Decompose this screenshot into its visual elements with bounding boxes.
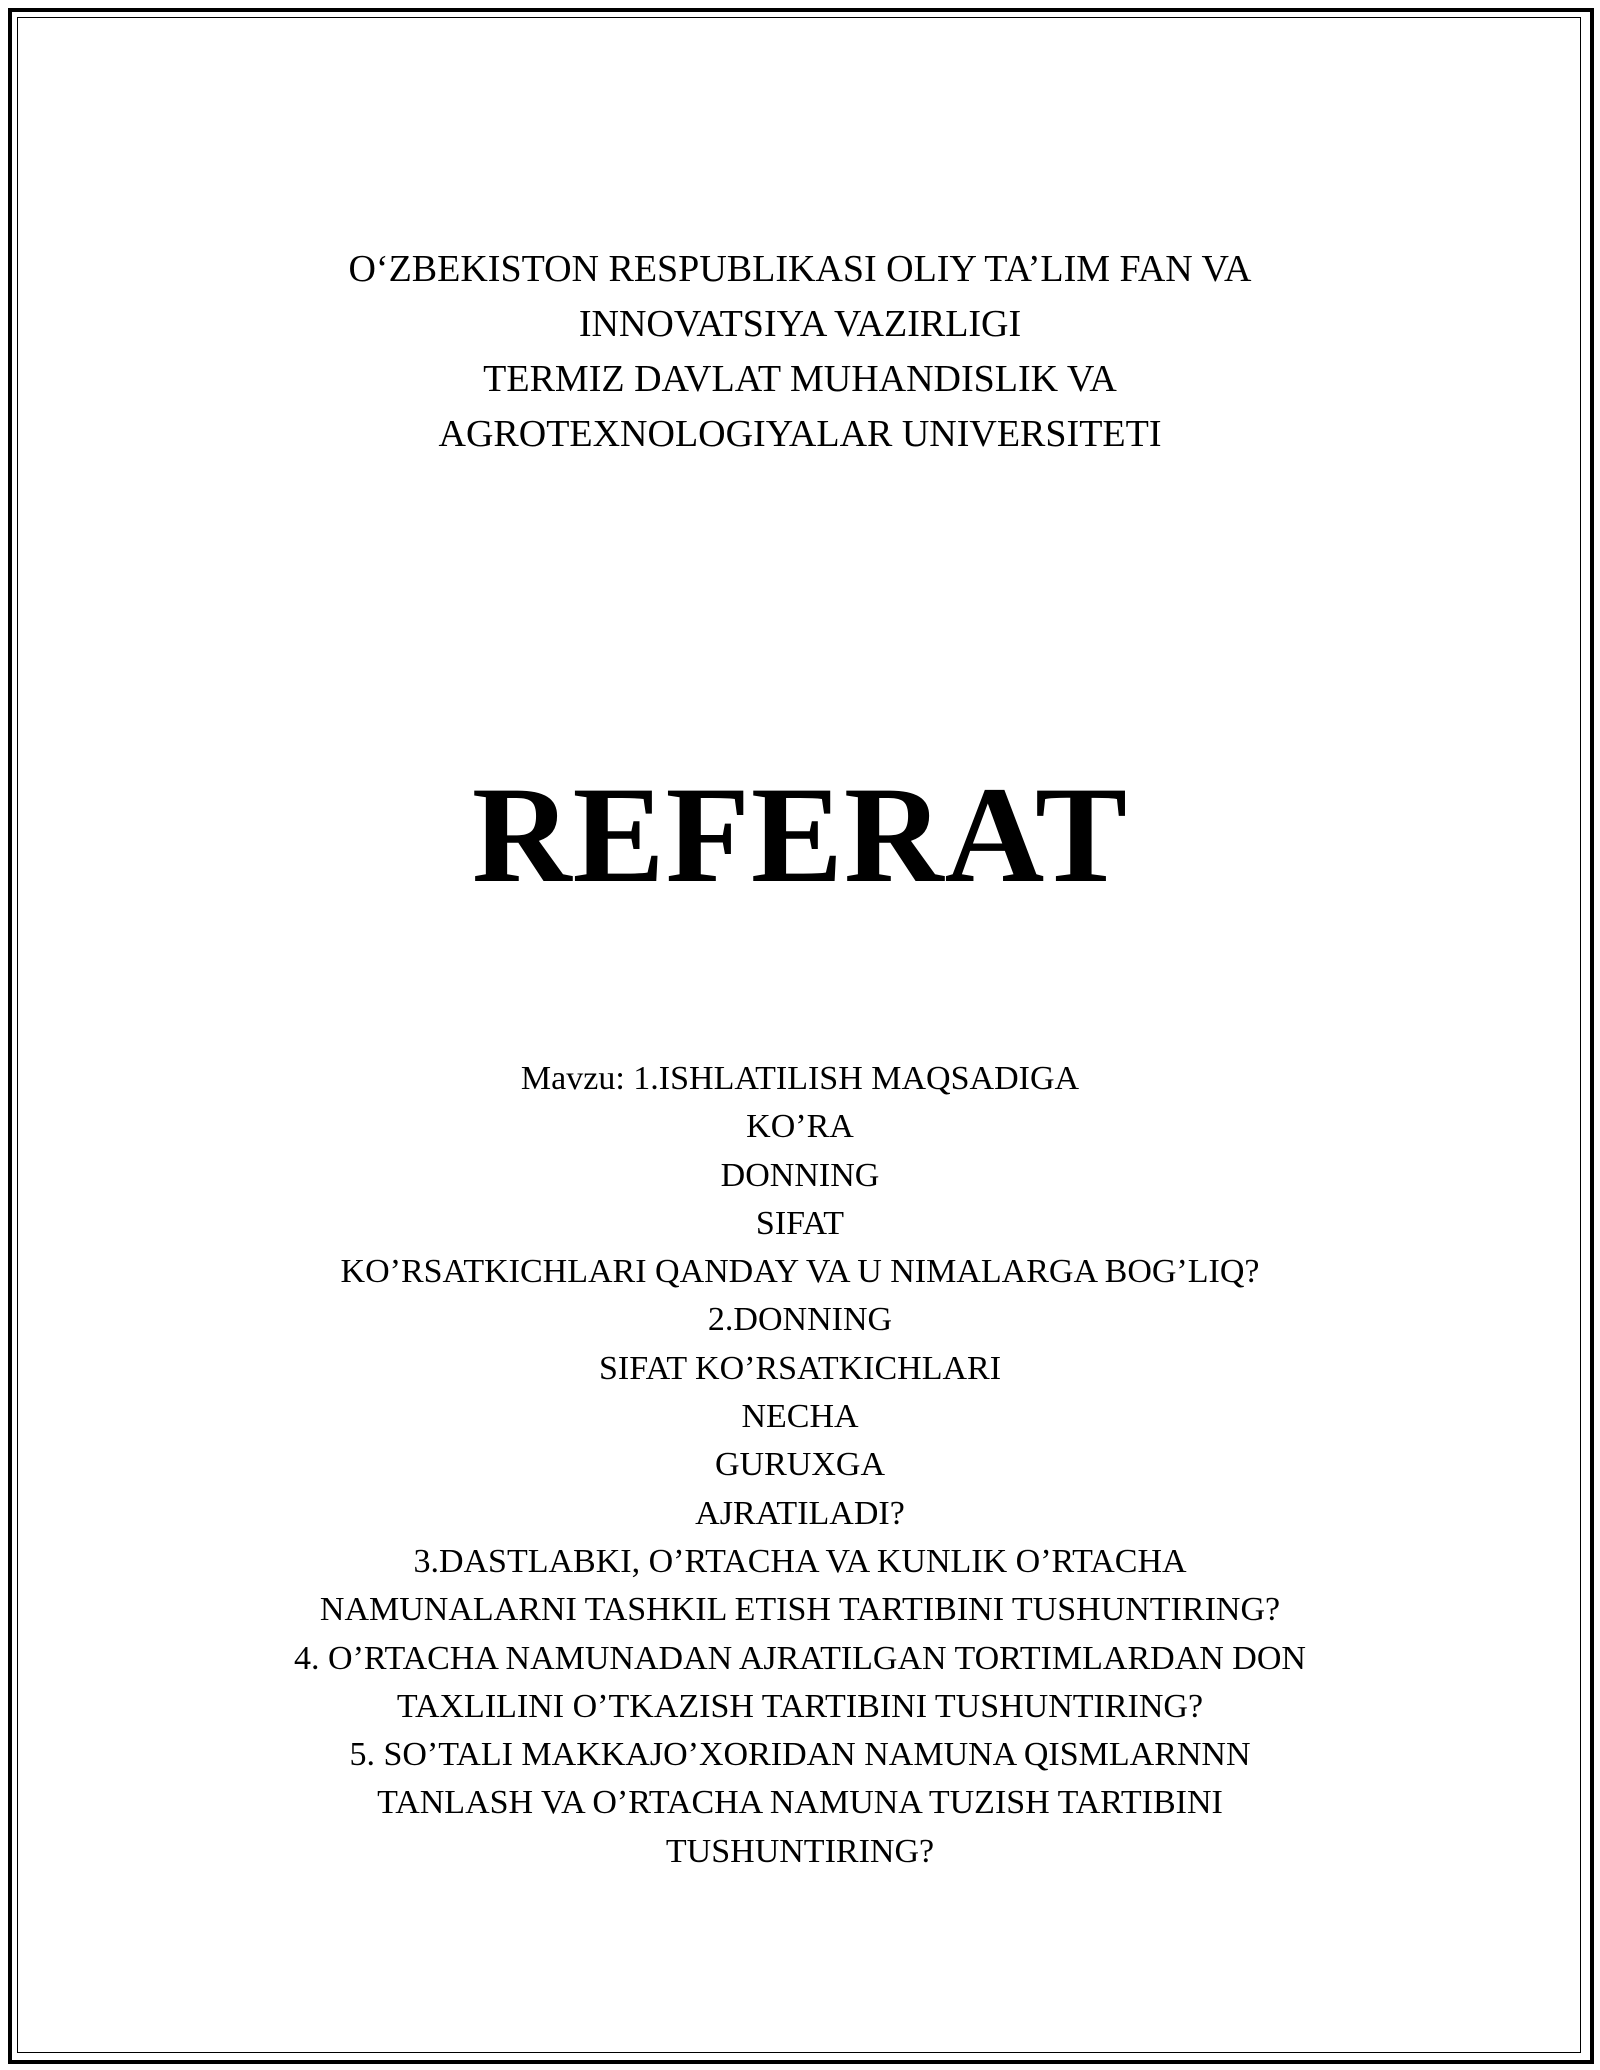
header-line: INNOVATSIYA VAZIRLIGI <box>578 303 1022 345</box>
ministry-header <box>0 242 1600 462</box>
topic-line: KO’RA <box>746 1108 854 1146</box>
header-line: TERMIZ DAVLAT MUHANDISLIK VA <box>483 358 1117 400</box>
topic-line: AJRATILADI? <box>695 1494 905 1532</box>
topic-line: Mavzu: 1.ISHLATILISH MAQSADIGA <box>520 1060 1080 1097</box>
topic-line: KO’RSATKICHLARI QANDAY VA U NIMALARGA BOG’LIQ? <box>340 1253 1260 1291</box>
topic-line: 3.DASTLABKI, O’RTACHA VA KUNLIK O’RTACHA <box>413 1542 1187 1580</box>
topic-line: TUSHUNTIRING? <box>665 1832 935 1870</box>
topic-line: SIFAT KO’RSATKICHLARI <box>598 1349 1002 1387</box>
topic-line: 2.DONNING <box>707 1301 893 1339</box>
header-line: AGROTEXNOLOGIYALAR UNIVERSITETI <box>438 413 1162 455</box>
header-line: O‘ZBEKISTON RESPUBLIKASI OLIY TA’LIM FAN VA <box>348 248 1252 290</box>
topic-line: 5. SO’TALI MAKKAJO’XORIDAN NAMUNA QISMLARNNN <box>349 1736 1251 1774</box>
topic-line: TAXLILINI O’TKAZISH TARTIBINI TUSHUNTIRING? <box>396 1687 1204 1725</box>
document-title: REFERAT <box>471 758 1129 911</box>
topic-line: NECHA <box>741 1398 859 1436</box>
topic-line: DONNING <box>720 1156 880 1194</box>
topic-line: SIFAT <box>755 1204 845 1242</box>
topic-line: GURUXGA <box>715 1446 885 1484</box>
topic-line: NAMUNALARNI TASHKIL ETISH TARTIBINI TUSHUNTIRING? <box>319 1591 1281 1629</box>
topic-block <box>0 1055 1600 1876</box>
topic-line: 4. O’RTACHA NAMUNADAN AJRATILGAN TORTIMLARDAN DON <box>294 1639 1306 1677</box>
topic-line: TANLASH VA O’RTACHA NAMUNA TUZISH TARTIBINI <box>377 1784 1223 1822</box>
